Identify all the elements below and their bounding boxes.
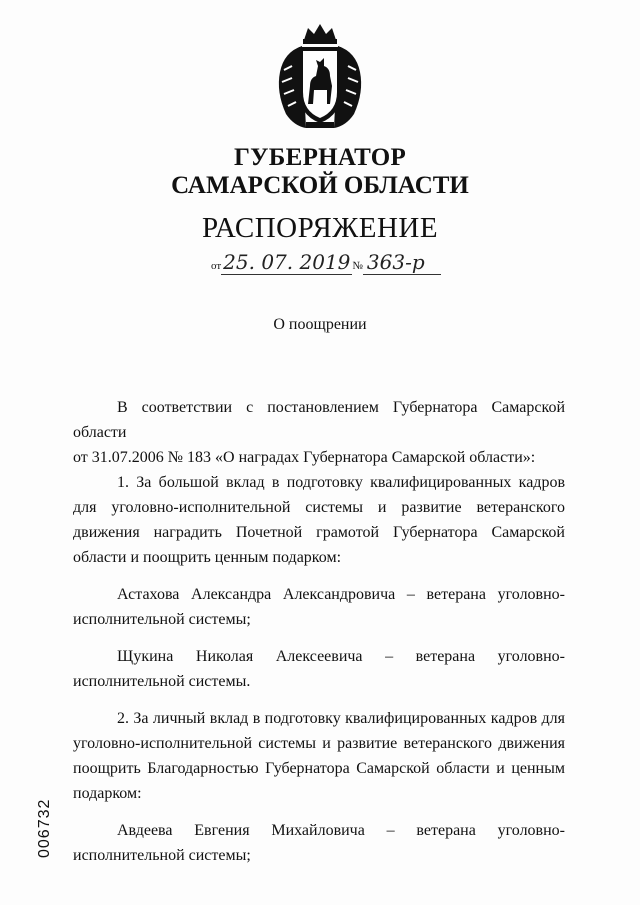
document-body [73, 395, 565, 868]
date-number-line [211, 250, 441, 275]
side-registration-number [36, 768, 56, 858]
document-subject: О поощрении [273, 316, 367, 333]
intro-line-2: от 31.07.2006 № 183 «О наградах Губернатора Самарской области»: [73, 449, 536, 466]
number-sign: № [352, 260, 363, 272]
document-type: РАСПОРЯЖЕНИЕ [201, 212, 439, 244]
issuer-title-line1: ГУБЕРНАТОР [233, 144, 407, 171]
item-1-text: 1. За большой вклад в подготовку квалифицированных кадров для уголовно-исполнительной системы и развитие ветеранского движения наградить Почетной грамотой Губернатора Самарской области и поощрить ценным подарком: [73, 474, 565, 566]
item-1-person-2: Щукина Николая Алексеевича – ветерана уголовно-исполнительной системы. [73, 648, 565, 690]
intro-line-1: В соответствии с постановлением Губернатора Самарской области [73, 399, 565, 441]
samara-region-coat-of-arms-icon [272, 22, 368, 134]
item-2-text: 2. За личный вклад в подготовку квалифицированных кадров для уголовно-исполнительной системы и развитие ветеранского движения поощрить Благодарностью Губернатора Самарской области и ценным подарком: [73, 710, 565, 802]
handwritten-date: 25. 07. 2019 [223, 250, 351, 274]
item-2-person-1: Авдеева Евгения Михайловича – ветерана уголовно-исполнительной системы; [73, 822, 565, 864]
date-prefix: от [211, 260, 222, 272]
handwritten-number: 363-р [363, 250, 441, 275]
side-number-text: 006732 [36, 798, 53, 858]
item-1-person-1: Астахова Александра Александровича – ветерана уголовно-исполнительной системы; [73, 586, 565, 628]
issuer-title-line2: САМАРСКОЙ ОБЛАСТИ [171, 172, 469, 199]
